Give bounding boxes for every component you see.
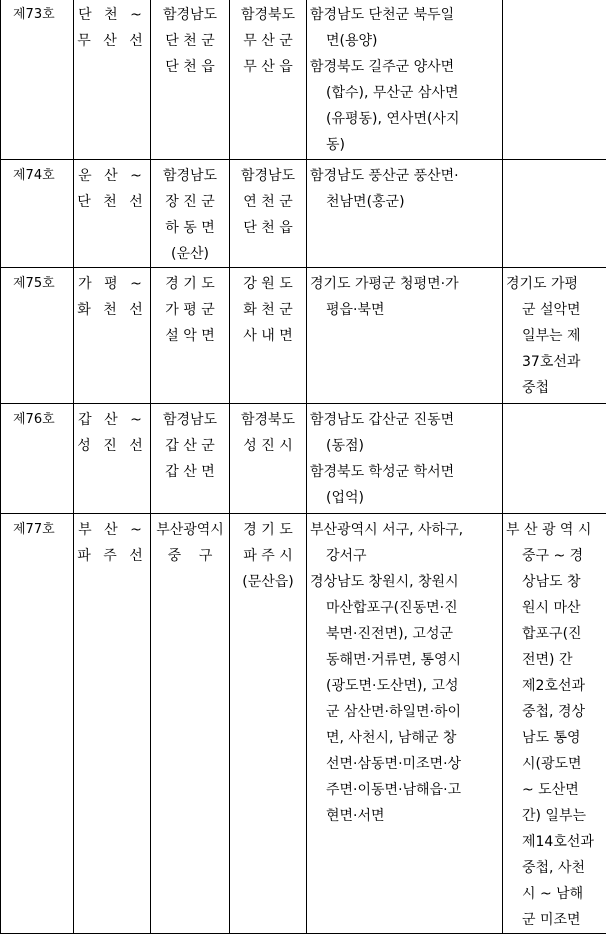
via-line: 천남면(홍군) [310,189,499,215]
via-line: 함경북도 길주군 양사면 [310,54,499,80]
route-name-line: 화 천 선 [77,297,147,323]
end-point [230,268,307,404]
start-point-line: 하 동 면 [154,215,226,241]
start-point-line: 단 천 군 [154,28,226,54]
via-points [307,0,503,160]
start-point [151,404,230,514]
route-number: 제73호 [1,0,74,160]
route-name [74,160,151,268]
remark-line: 시 ~ 남해 [506,881,603,907]
via-points [307,404,503,514]
route-name-line: 갑 산 ~ [77,407,147,433]
remark-line: 37호선과 [506,349,603,375]
remark-line: 일부는 제 [506,323,603,349]
route-name-line: 성 진 선 [77,433,147,459]
route-name-line: 단 천 선 [77,189,147,215]
start-point [151,160,230,268]
end-point [230,404,307,514]
remark-line: 시(광도면 [506,751,603,777]
via-line: 경기도 가평군 청평면·가 [310,271,499,297]
route-name-line: 부 산 ~ [77,517,147,543]
via-line: 평읍·북면 [310,297,499,323]
route-name-line: 가 평 ~ [77,271,147,297]
start-point-line: 단 천 읍 [154,54,226,80]
end-point-line: 함경북도 [233,407,303,433]
remark-line: 군 설악면 [506,297,603,323]
start-point-line: 장 진 군 [154,189,226,215]
remark-line: 중첩, 경상 [506,699,603,725]
start-point-line: 함경남도 [154,163,226,189]
via-line: 면(용양) [310,28,499,54]
remarks [503,0,606,160]
end-point-line: 경 기 도 [233,517,303,543]
start-point-line: (운산) [154,241,226,267]
route-name-line: 단 천 ~ [77,2,147,28]
remark-line: 원시 마산 [506,595,603,621]
via-line: 군 삼산면·하일면·하이 [310,699,499,725]
remark-line: 부 산 광 역 시 [506,517,603,543]
start-point-line: 갑 산 면 [154,459,226,485]
route-table-body [1,0,606,934]
via-line: 마산합포구(진동면·진 [310,595,499,621]
route-number: 제77호 [1,514,74,934]
start-point [151,268,230,404]
end-point-line: 함경남도 [233,163,303,189]
route-number: 제76호 [1,404,74,514]
via-line: 북면·진전면), 고성군 [310,621,499,647]
remarks [503,404,606,514]
via-line: 강서구 [310,543,499,569]
table-row [1,514,606,934]
via-line: 함경북도 학성군 학서면 [310,459,499,485]
route-name-line: 파 주 선 [77,543,147,569]
via-line: 현면·서면 [310,803,499,829]
via-points [307,514,503,934]
start-point-line: 부산광역시 [154,517,226,543]
via-line: 함경남도 갑산군 진동면 [310,407,499,433]
route-name [74,268,151,404]
route-name-line: 무 산 선 [77,28,147,54]
end-point [230,0,307,160]
end-point-line: 연 천 군 [233,189,303,215]
via-line: 동해면·거류면, 통영시 [310,647,499,673]
remark-line: 제14호선과 [506,829,603,855]
end-point-line: 성 진 시 [233,433,303,459]
remark-line: 제2호선과 [506,673,603,699]
table-row [1,268,606,404]
via-line: (광도면·도산면), 고성 [310,673,499,699]
remark-line: 경기도 가평 [506,271,603,297]
remarks [503,160,606,268]
via-line: (합수), 무산군 삼사면 [310,80,499,106]
table-row [1,404,606,514]
end-point-line: 강 원 도 [233,271,303,297]
via-line: (업억) [310,485,499,511]
start-point [151,0,230,160]
remarks [503,514,606,934]
remark-line: 군 미조면 [506,907,603,933]
start-point-line: 설 악 면 [154,323,226,349]
remark-line: 상남도 창 [506,569,603,595]
start-point-line: 갑 산 군 [154,433,226,459]
route-number: 제75호 [1,268,74,404]
via-line: 주면·이동면·남해읍·고 [310,777,499,803]
via-points [307,160,503,268]
route-name [74,0,151,160]
start-point-line: 가 평 군 [154,297,226,323]
start-point-line: 중 구 [154,543,226,569]
via-line: 동) [310,132,499,158]
remark-line: 간) 일부는 [506,803,603,829]
end-point [230,160,307,268]
remark-line: 합포구(진 [506,621,603,647]
via-line: (유평동), 연사면(사지 [310,106,499,132]
via-line: 경상남도 창원시, 창원시 [310,569,499,595]
end-point-line: 화 천 군 [233,297,303,323]
route-name [74,514,151,934]
end-point-line: 무 산 군 [233,28,303,54]
via-points [307,268,503,404]
via-line: 함경남도 단천군 북두일 [310,2,499,28]
table-row [1,160,606,268]
start-point-line: 경 기 도 [154,271,226,297]
route-number: 제74호 [1,160,74,268]
end-point-line: 사 내 면 [233,323,303,349]
end-point [230,514,307,934]
start-point-line: 함경남도 [154,407,226,433]
end-point-line: (문산읍) [233,569,303,595]
end-point-line: 함경북도 [233,2,303,28]
remark-line: 중구 ~ 경 [506,543,603,569]
remark-line: 중첩 [506,375,603,401]
via-line: 함경남도 풍산군 풍산면· [310,163,499,189]
via-line: (동점) [310,433,499,459]
route-name [74,404,151,514]
start-point-line: 함경남도 [154,2,226,28]
table-row [1,0,606,160]
end-point-line: 무 산 읍 [233,54,303,80]
remark-line: 남도 통영 [506,725,603,751]
remark-line: ~ 도산면 [506,777,603,803]
end-point-line: 단 천 읍 [233,215,303,241]
remark-line: 전면) 간 [506,647,603,673]
route-name-line: 운 산 ~ [77,163,147,189]
remark-line: 중첩, 사천 [506,855,603,881]
end-point-line: 파 주 시 [233,543,303,569]
via-line: 면, 사천시, 남해군 창 [310,725,499,751]
start-point [151,514,230,934]
remarks [503,268,606,404]
via-line: 부산광역시 서구, 사하구, [310,517,499,543]
via-line: 선면·삼동면·미조면·상 [310,751,499,777]
